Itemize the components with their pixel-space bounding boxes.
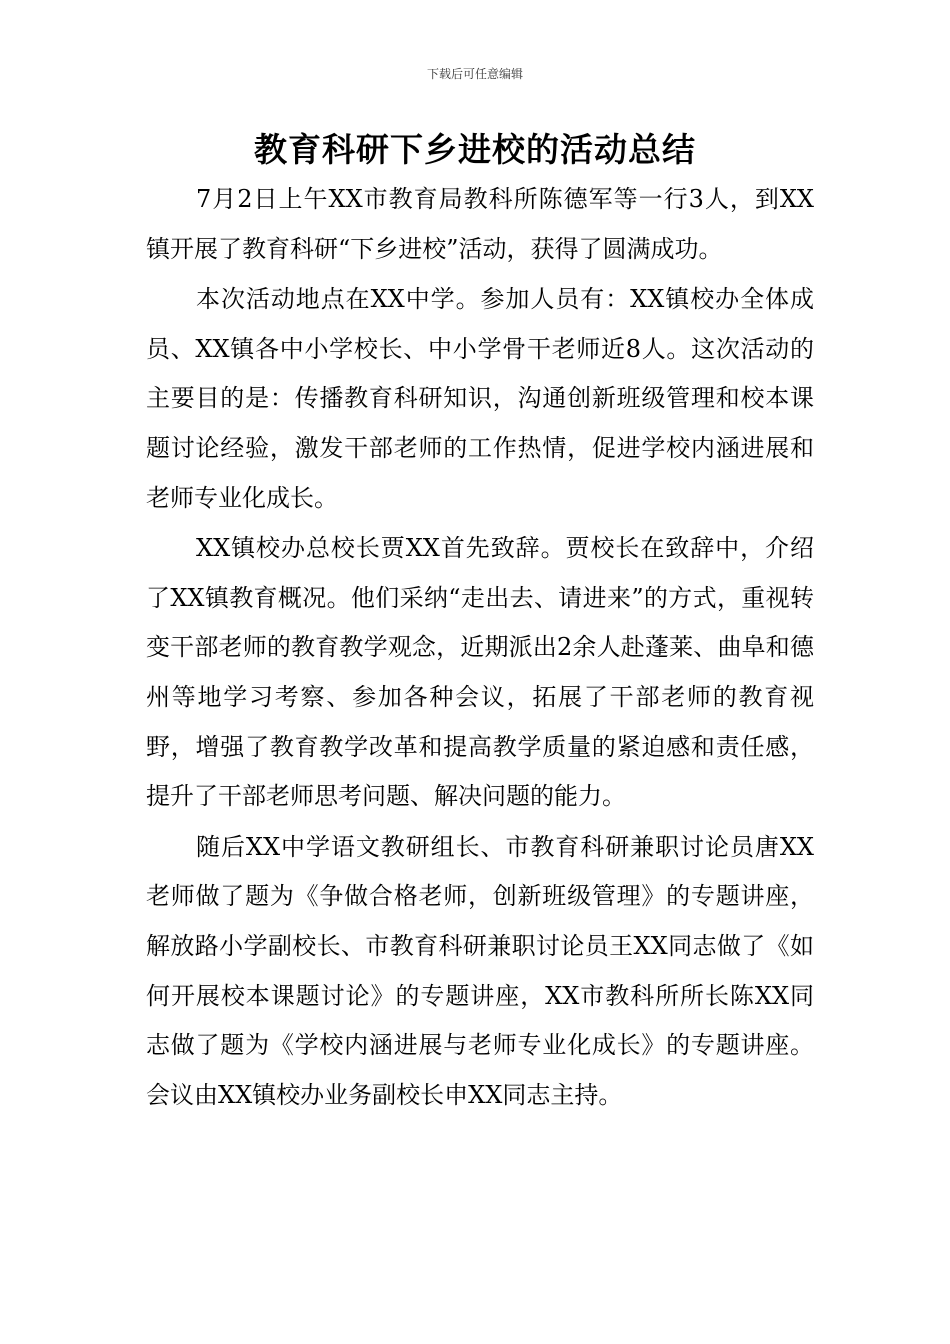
document-body xyxy=(146,175,814,1120)
document-title: 教育科研下乡进校的活动总结 xyxy=(254,130,696,169)
paragraph: XX镇校办总校长贾XX首先致辞。贾校长在致辞中，介绍了XX镇教育概况。他们采纳“走出去、请进来”的方式，重视转变干部老师的教育教学观念，近期派出2余人赴蓬莱、曲阜和德州等地学习考察、参加各种会议，拓展了干部老师的教育视野，增强了教育教学改革和提高教学质量的紧迫感和责任感，提升了干部老师思考问题、解决问题的能力。 xyxy=(146,534,814,811)
paragraph: 随后XX中学语文教研组长、市教育科研兼职讨论员唐XX老师做了题为《争做合格老师，创新班级管理》的专题讲座，解放路小学副校长、市教育科研兼职讨论员王XX同志做了《如何开展校本课题讨论》的专题讲座，XX市教科所所长陈XX同志做了题为《学校内涵进展与老师专业化成长》的专题讲座。会议由XX镇校办业务副校长申XX同志主持。 xyxy=(146,832,814,1109)
header-note: 下载后可任意编辑 xyxy=(426,67,523,81)
paragraph: 本次活动地点在XX中学。参加人员有：XX镇校办全体成员、XX镇各中小学校长、中小学骨干老师近8人。这次活动的主要目的是：传播教育科研知识，沟通创新班级管理和校本课题讨论经验，激发干部老师的工作热情，促进学校内涵进展和老师专业化成长。 xyxy=(146,285,814,512)
paragraph: 7月2日上午XX市教育局教科所陈德军等一行3人，到XX镇开展了教育科研“下乡进校”活动，获得了圆满成功。 xyxy=(146,185,814,263)
